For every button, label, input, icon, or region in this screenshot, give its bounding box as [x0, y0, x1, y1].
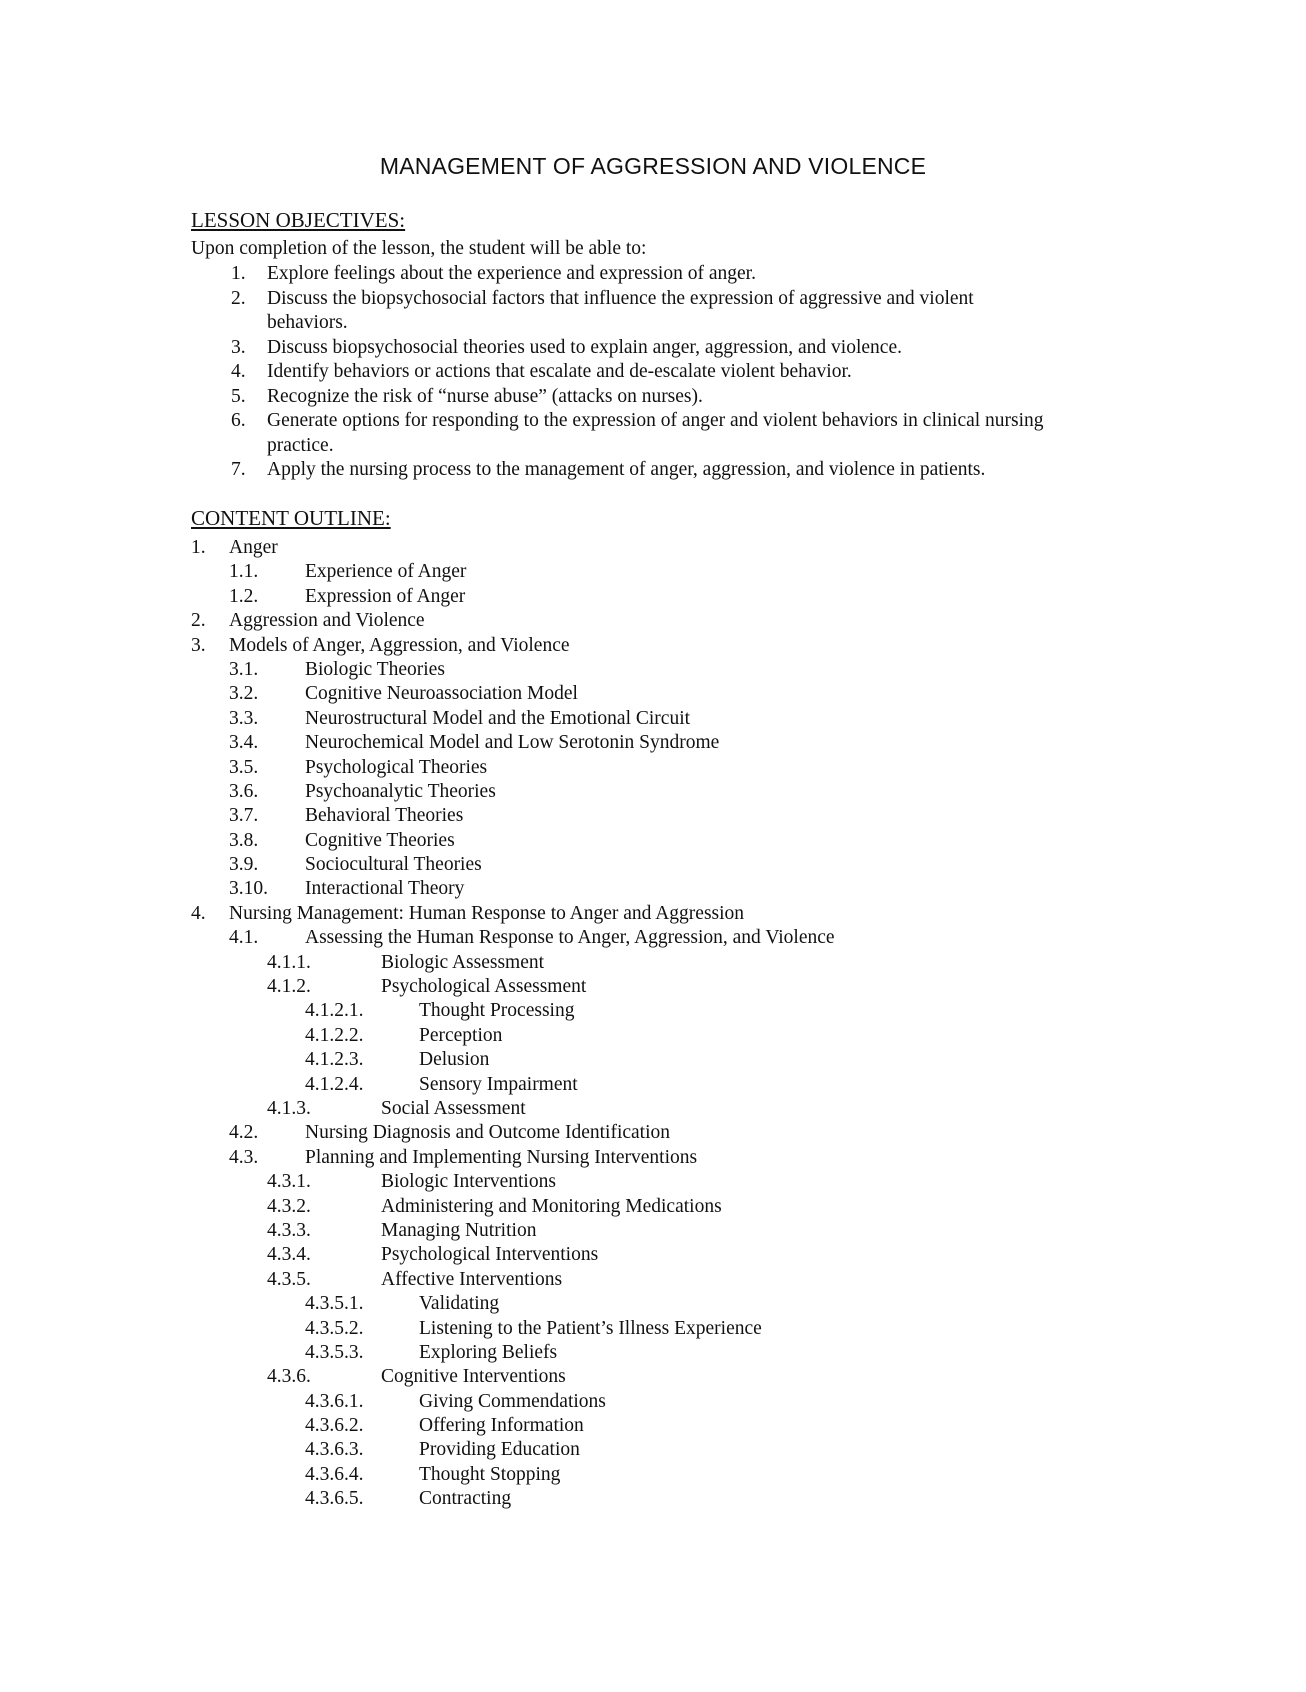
outline-number: 1.1. [229, 561, 259, 583]
objective-number: 5. [231, 385, 246, 407]
outline-number: 4.1.1. [267, 951, 311, 973]
outline-text: Exploring Beliefs [419, 1341, 558, 1363]
outline-item [0, 756, 1306, 780]
outline-item [0, 877, 1306, 901]
outline-number: 4.3.6.5. [305, 1488, 364, 1510]
outline-text: Behavioral Theories [305, 805, 464, 827]
outline-text: Managing Nutrition [381, 1219, 537, 1241]
outline-number: 4.3.6.2. [305, 1415, 364, 1437]
outline-number: 4.1.2.4. [305, 1073, 364, 1095]
outline-item [0, 1365, 1306, 1389]
objective-number: 4. [231, 361, 246, 382]
outline-text: Biologic Assessment [381, 951, 545, 973]
objective-text: Explore feelings about the experience and expression of anger. [267, 263, 756, 284]
outline-number: 4.3.1. [267, 1171, 311, 1193]
outline-number: 3.8. [229, 829, 259, 851]
outline-number: 4.1.2. [267, 976, 311, 998]
outline-text: Giving Commendations [419, 1390, 606, 1412]
outline-number: 1. [191, 537, 206, 558]
outline-number: 2. [191, 610, 206, 632]
outline-number: 3.9. [229, 854, 259, 876]
outline-text: Contracting [419, 1488, 512, 1510]
outline-number: 4.3.2. [267, 1195, 311, 1217]
outline-text: Listening to the Patient’s Illness Experience [419, 1317, 762, 1339]
outline-text: Nursing Diagnosis and Outcome Identification [305, 1122, 671, 1144]
outline-number: 3.5. [229, 756, 259, 778]
objectives-intro: Upon completion of the lesson, the student will be able to: [191, 238, 647, 259]
outline-item [0, 634, 1306, 658]
outline-number: 4.1. [229, 927, 259, 949]
objective-text: Identify behaviors or actions that escalate and de-escalate violent behavior. [267, 361, 852, 382]
outline-item [0, 1146, 1306, 1170]
outline-item [0, 731, 1306, 755]
outline-item [0, 1390, 1306, 1414]
outline-item [0, 585, 1306, 609]
outline-item [0, 1487, 1306, 1511]
outline-number: 3.7. [229, 805, 259, 827]
outline-number: 3. [191, 634, 206, 656]
outline-item [0, 707, 1306, 731]
outline-item [0, 1121, 1306, 1145]
outline-item [0, 926, 1306, 950]
outline-item [0, 1463, 1306, 1487]
outline-number: 3.10. [229, 878, 268, 900]
outline-item [0, 1414, 1306, 1438]
objective-text: Generate options for responding to the expression of anger and violent behaviors in clinical nursing practice. [267, 410, 1044, 456]
outline-text: Interactional Theory [305, 878, 465, 900]
objective-item [0, 458, 1057, 483]
outline-item [0, 658, 1306, 682]
outline-item [0, 999, 1306, 1023]
outline-item [0, 1268, 1306, 1292]
outline-text: Delusion [419, 1049, 490, 1071]
outline-number: 4.1.3. [267, 1097, 311, 1119]
outline-item [0, 1097, 1306, 1121]
document-title: MANAGEMENT OF AGGRESSION AND VIOLENCE [379, 153, 927, 179]
outline-number: 4.1.2.1. [305, 1000, 364, 1022]
outline-item [0, 853, 1306, 877]
outline-text: Affective Interventions [381, 1268, 563, 1290]
outline-item [0, 1048, 1306, 1072]
outline-item [0, 951, 1306, 975]
outline-number: 4.3.5.2. [305, 1317, 364, 1339]
outline-item [0, 1195, 1306, 1219]
outline-item [0, 1438, 1306, 1462]
outline-text: Nursing Management: Human Response to Anger and Aggression [229, 902, 745, 924]
outline-text: Sensory Impairment [419, 1073, 578, 1095]
outline-text: Assessing the Human Response to Anger, Aggression, and Violence [305, 927, 835, 949]
outline-item [0, 536, 1306, 560]
outline-number: 1.2. [229, 585, 259, 607]
objective-item [0, 409, 1057, 458]
outline-text: Thought Processing [419, 1000, 575, 1022]
objective-number: 7. [231, 459, 246, 480]
objective-number: 6. [231, 410, 246, 431]
outline-item [0, 1317, 1306, 1341]
outline-text: Anger [229, 537, 278, 558]
outline-text: Biologic Theories [305, 658, 445, 680]
outline-text: Psychological Assessment [381, 976, 587, 998]
outline-text: Psychoanalytic Theories [305, 780, 496, 802]
outline-number: 4.3.6.3. [305, 1439, 364, 1461]
outline-text: Cognitive Theories [305, 829, 455, 851]
outline-item [0, 560, 1306, 584]
outline-text: Models of Anger, Aggression, and Violence [229, 634, 570, 656]
outline-number: 4.3. [229, 1146, 259, 1168]
outline-text: Validating [419, 1293, 500, 1315]
outline-number: 4. [191, 902, 206, 924]
outline-item [0, 1219, 1306, 1243]
objective-number: 1. [231, 263, 246, 284]
outline-item [0, 804, 1306, 828]
objective-item [0, 262, 1057, 287]
outline-item [0, 975, 1306, 999]
outline-text: Offering Information [419, 1415, 584, 1437]
outline-item [0, 682, 1306, 706]
outline-text: Cognitive Neuroassociation Model [305, 683, 578, 705]
outline-text: Planning and Implementing Nursing Interventions [305, 1146, 698, 1168]
objective-number: 2. [231, 287, 246, 309]
objective-text: Discuss the biopsychosocial factors that influence the expression of aggressive and violent behaviors. [267, 287, 974, 333]
outline-text: Social Assessment [381, 1097, 526, 1119]
outline-text: Providing Education [419, 1439, 580, 1461]
outline-number: 3.6. [229, 780, 259, 802]
outline-number: 4.3.6. [267, 1366, 311, 1388]
outline-text: Aggression and Violence [229, 610, 425, 632]
outline-text: Cognitive Interventions [381, 1366, 566, 1388]
outline-text: Psychological Theories [305, 756, 488, 778]
outline-number: 4.3.5.3. [305, 1341, 364, 1363]
outline-item [0, 1243, 1306, 1267]
outline-item [0, 829, 1306, 853]
outline-item [0, 1341, 1306, 1365]
outline-heading: CONTENT OUTLINE: [191, 506, 391, 530]
outline-number: 3.3. [229, 707, 259, 729]
objective-number: 3. [231, 336, 246, 358]
outline-item [0, 1073, 1306, 1097]
outline-number: 4.1.2.2. [305, 1024, 364, 1046]
objective-item [0, 287, 1057, 336]
outline-number: 3.1. [229, 658, 259, 680]
outline-text: Administering and Monitoring Medications [381, 1195, 722, 1217]
objectives-heading: LESSON OBJECTIVES: [191, 208, 406, 232]
outline-number: 4.3.3. [267, 1219, 311, 1241]
outline-number: 4.2. [229, 1122, 259, 1144]
objective-text: Apply the nursing process to the management of anger, aggression, and violence in patients. [267, 459, 986, 480]
objective-item [0, 360, 1057, 385]
outline-number: 4.3.6.4. [305, 1463, 364, 1485]
objective-item [0, 385, 1057, 410]
outline-number: 3.2. [229, 683, 259, 705]
outline-text: Neurochemical Model and Low Serotonin Syndrome [305, 732, 720, 754]
outline-item [0, 1292, 1306, 1316]
outline-number: 4.3.5.1. [305, 1293, 364, 1315]
outline-number: 4.3.4. [267, 1244, 311, 1266]
outline-text: Psychological Interventions [381, 1244, 599, 1266]
outline-number: 3.4. [229, 732, 259, 754]
outline-text: Sociocultural Theories [305, 854, 482, 876]
outline-item [0, 1024, 1306, 1048]
outline-item [0, 780, 1306, 804]
outline-text: Experience of Anger [305, 561, 467, 583]
outline-number: 4.1.2.3. [305, 1049, 364, 1071]
outline-item [0, 609, 1306, 633]
outline-text: Thought Stopping [419, 1463, 561, 1485]
outline-number: 4.3.5. [267, 1268, 311, 1290]
outline-number: 4.3.6.1. [305, 1390, 364, 1412]
objective-text: Recognize the risk of “nurse abuse” (attacks on nurses). [267, 385, 703, 407]
outline-text: Perception [419, 1024, 503, 1046]
outline-text: Biologic Interventions [381, 1171, 556, 1193]
objective-text: Discuss biopsychosocial theories used to explain anger, aggression, and violence. [267, 336, 902, 358]
outline-text: Expression of Anger [305, 585, 466, 607]
objective-item [0, 336, 1057, 361]
content-outline [0, 536, 1306, 1512]
objectives-list [0, 262, 1306, 483]
outline-item [0, 1170, 1306, 1194]
outline-item [0, 902, 1306, 926]
outline-text: Neurostructural Model and the Emotional Circuit [305, 707, 691, 729]
